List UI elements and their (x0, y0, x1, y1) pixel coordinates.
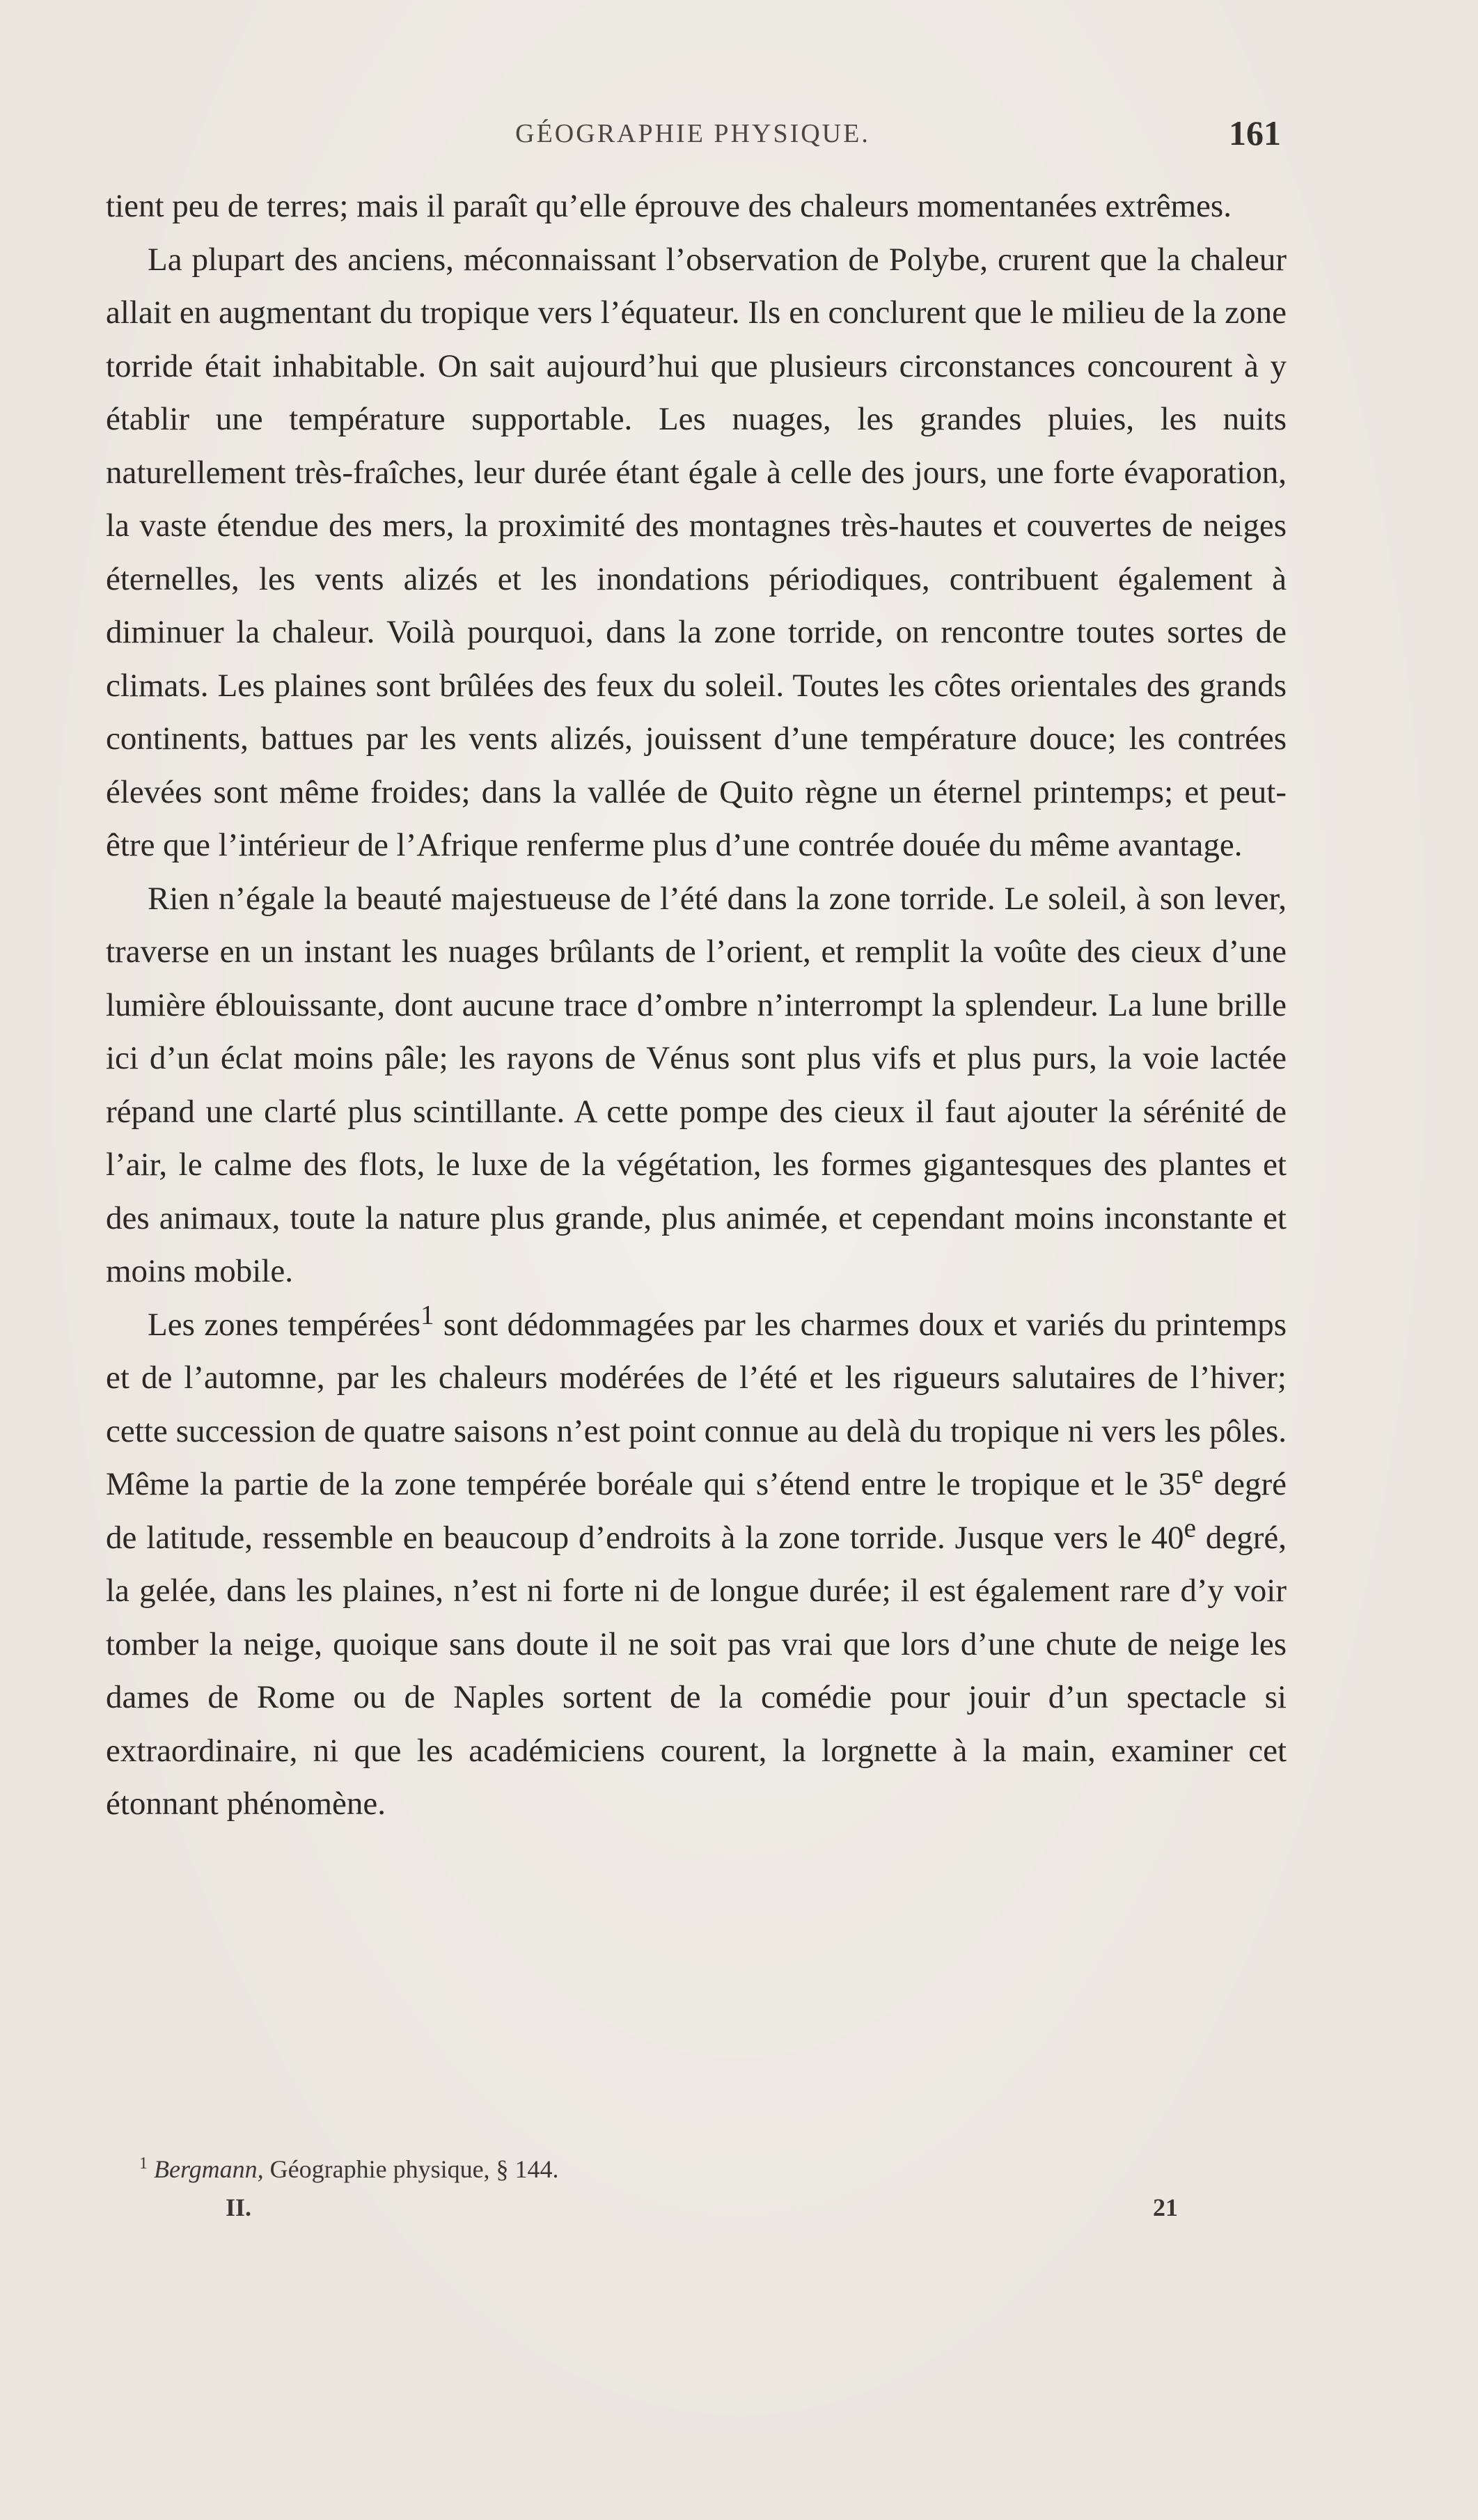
footnote (139, 2155, 559, 2184)
paragraph-4-part-2: sont dédommagées par les charmes doux et variés du printemps et de l’automne, par les chaleurs modérées de l’été et les rigueurs salutaires de l’hiver; cette succession de quatre saisons n’est point connue au delà du tropique ni vers les pôles. Même la partie de la zone tempérée boréale qui s’étend entre le tropique et le 35 (106, 1306, 1287, 1502)
body-text (106, 180, 1287, 1831)
paragraph-4 (106, 1298, 1287, 1831)
page-header (104, 113, 1281, 160)
sheet-number: 21 (1153, 2194, 1178, 2221)
paragraph-4-start: Les zones tempérées (148, 1306, 421, 1343)
footnote-marker: 1 (139, 2155, 148, 2173)
page-number: 161 (1229, 113, 1281, 152)
footnote-reference: 1 (420, 1299, 434, 1330)
paragraph-2: La plupart des anciens, méconnaissant l’observation de Polybe, crurent que la chaleur allait en augmentant du tropique vers l’équateur. Ils en conclurent que le milieu de la zone torride était inhabitable. On sait aujourd’hui que plusieurs circonstances concourent à y établir une température supportable. Les nuages, les grandes pluies, les nuits naturellement très-fraîches, leur durée étant égale à celle des jours, une forte évaporation, la vaste étendue des mers, la proximité des montagnes très-hautes et couvertes de neiges éternelles, les vents alizés et les inondations périodiques, contribuent également à diminuer la chaleur. Voilà pourquoi, dans la zone torride, on rencontre toutes sortes de climats. Les plaines sont brûlées des feux du soleil. Toutes les côtes orientales des grands continents, battues par les vents alizés, jouissent d’une température douce; les contrées élevées sont même froides; dans la vallée de Quito règne un éternel printemps; et peut-être que l’intérieur de l’Afrique renferme plus d’une contrée douée du même avantage. (106, 241, 1287, 863)
paragraph-4-end: degré, la gelée, dans les plaines, n’est ni forte ni de longue durée; il est également rare d’y voir tomber la neige, quoique sans doute il ne soit pas vrai que lors d’une chute de neige les dames de Rome ou de Naples sortent de la comédie pour jouir d’un spectacle si extraordinaire, ni que les académiciens courent, la lorgnette à la main, examiner cet étonnant phénomène. (106, 1519, 1287, 1822)
volume-mark: II. (226, 2194, 252, 2221)
running-title: GÉOGRAPHIE PHYSIQUE. (515, 119, 870, 148)
ordinal-suffix: e (1184, 1512, 1196, 1543)
paragraph-1: tient peu de terres; mais il paraît qu’elle éprouve des chaleurs momentanées extrêmes. (106, 188, 1232, 224)
footnote-author: Bergmann, (154, 2155, 264, 2183)
ordinal-suffix: e (1191, 1459, 1204, 1490)
paragraph-3: Rien n’égale la beauté majestueuse de l’été dans la zone torride. Le soleil, à son lever, traverse en un instant les nuages brûlants de l’orient, et remplit la voûte des cieux d’une lumière éblouissante, dont aucune trace d’ombre n’interrompt la splendeur. La lune brille ici d’un éclat moins pâle; les rayons de Vénus sont plus vifs et plus purs, la voie lactée répand une clarté plus scintillante. A cette pompe des cieux il faut ajouter la sérénité de l’air, le calme des flots, le luxe de la végétation, les formes gigantesques des plantes et des animaux, toute la nature plus grande, plus animée, et cependant moins inconstante et moins mobile. (106, 880, 1287, 1289)
paragraph-4-part-3: degré de latitude, ressemble en beaucoup d’endroits à la zone torride. Jusque vers le 40 (106, 1466, 1287, 1556)
footnote-text: Géographie physique, § 144. (263, 2155, 559, 2183)
